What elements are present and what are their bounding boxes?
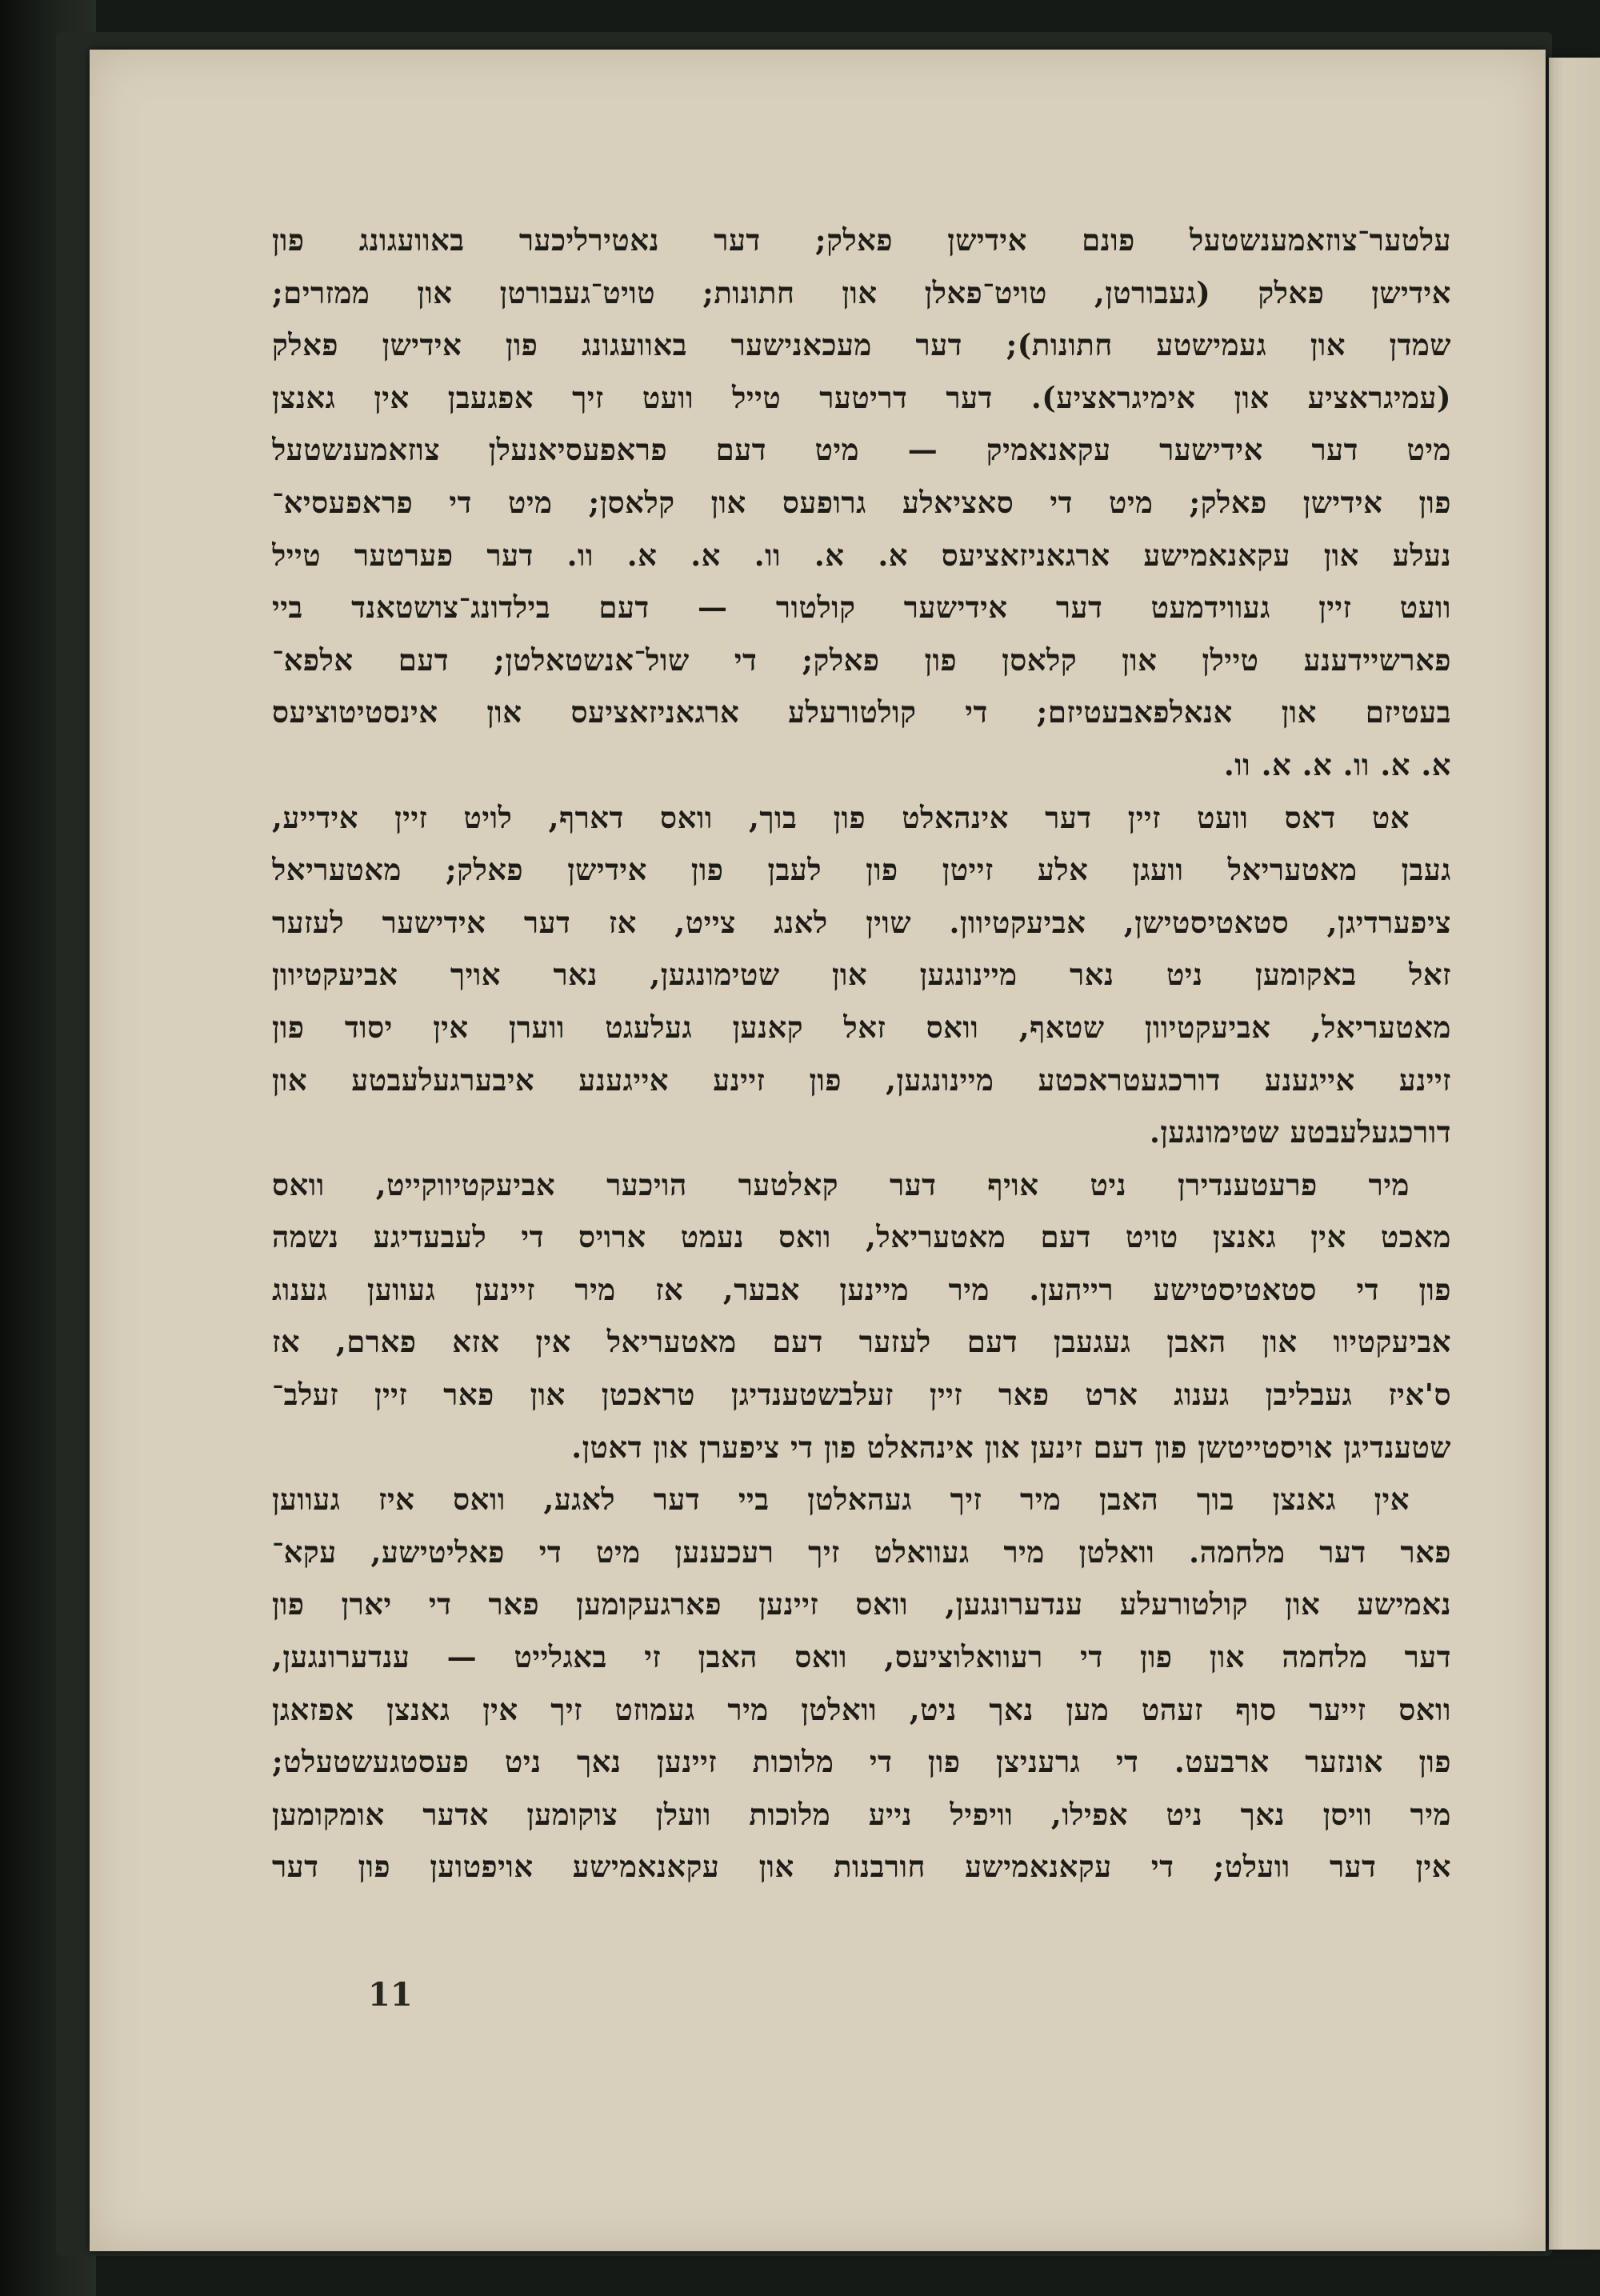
text-line: זאל באקומען ניט נאר מיינונגען און שטימונגען, נאר אויך אביעקטיוון — [272, 957, 1451, 993]
text-line: מיט דער אידישער עקאנאמיק — מיט דעם פראפעסיאנעלן צוזאמענשטעל — [272, 432, 1451, 468]
text-line: עלטער־צוזאמענשטעל פונם אידישן פאלק; דער נאטירליכער באוועגונג פון — [272, 222, 1451, 258]
text-line: פון אונזער ארבעט. די גרעניצן פון די מלוכות זיינען נאך ניט פעסטגעשטעלט; — [272, 1744, 1451, 1780]
text-line: ציפערדיגן, סטאטיסטישן, אביעקטיוון. שוין לאנג צייט, אז דער אידישער לעזער — [272, 904, 1451, 940]
text-line: פאר דער מלחמה. וואלטן מיר געוואלט זיך רעכענען מיט די פאליטישע, עקא־ — [272, 1534, 1451, 1570]
text-line: מיר וויסן נאך ניט אפילו, וויפיל נייע מלוכות וועלן צוקומען אדער אומקומען — [272, 1796, 1451, 1832]
text-line: א. א. וו. א. א. וו. — [1223, 746, 1451, 782]
text-line: נעלע און עקאנאמישע ארגאניזאציעס א. א. וו. א. א. וו. דער פערטער טייל — [272, 537, 1451, 573]
text-line: אידישן פאלק (געבורטן, טויט־פאלן און חתונות; טויט־געבורטן און ממזרים; — [272, 274, 1451, 310]
page-body-text — [272, 214, 1451, 1934]
text-line: אין דער וועלט; די עקאנאמישע חורבנות און עקאנאמישע אויפטוען פון דער — [272, 1849, 1451, 1885]
text-line: בעטיזם און אנאלפאבעטיזם; די קולטורעלע ארגאניזאציעס און אינסטיטוציעס — [272, 694, 1451, 730]
text-line: פון אידישן פאלק; מיט די סאציאלע גרופעס און קלאסן; מיט די פראפעסיא־ — [272, 484, 1451, 520]
text-line: וואס זייער סוף זעהט מען נאך ניט, וואלטן מיר געמוזט זיך אין גאנצן אפזאגן — [272, 1691, 1451, 1727]
text-line: געבן מאטעריאל וועגן אלע זייטן פון לעבן פון אידישן פאלק; מאטעריאל — [272, 852, 1451, 888]
text-line: שטענדיגן אויסטייטשן פון דעם זינען און אינהאלט פון די ציפערן און דאטן. — [571, 1429, 1451, 1465]
text-line: פארשיידענע טיילן און קלאסן פון פאלק; די שול־אנשטאלטן; דעם אלפא־ — [272, 642, 1451, 678]
text-line: (עמיגראציע און אימיגראציע). דער דריטער טייל וועט זיך אפגעבן אין גאנצן — [272, 379, 1451, 415]
text-line: זיינע אייגענע דורכגעטראכטע מיינונגען, פון זיינע אייגענע איבערגעלעבטע און — [272, 1062, 1451, 1098]
text-line: אביעקטיוו און האבן געגעבן דעם לעזער דעם מאטעריאל אין אזא פארם, אז — [272, 1324, 1451, 1360]
text-line: אין גאנצן בוך האבן מיר זיך געהאלטן ביי דער לאגע, וואס איז געווען — [272, 1482, 1410, 1518]
text-line: מיר פרעטענדירן ניט אויף דער קאלטער הויכער אביעקטיווקייט, וואס — [272, 1166, 1410, 1202]
text-line: שמדן און געמישטע חתונות); דער מעכאנישער באוועגונג פון אידישן פאלק — [272, 327, 1451, 363]
text-line: דער מלחמה און פון די רעוואלוציעס, וואס האבן זי באגלייט — ענדערונגען, — [272, 1639, 1451, 1675]
text-line: דורכגעלעבטע שטימונגען. — [1149, 1114, 1451, 1150]
text-line: וועט זיין געווידמעט דער אידישער קולטור — דעם בילדונג־צושטאנד ביי — [272, 590, 1451, 626]
facing-page-edge — [1549, 58, 1600, 2250]
text-line: פון די סטאטיסטישע רייהען. מיר מיינען אבער, אז מיר זיינען געווען גענוג — [272, 1271, 1451, 1307]
text-line: מאכט אין גאנצן טויט דעם מאטעריאל, וואס נעמט ארויס די לעבעדיגע נשמה — [272, 1219, 1451, 1255]
text-line: נאמישע און קולטורעלע ענדערונגען, וואס זיינען פארגעקומען פאר די יארן פון — [272, 1586, 1451, 1622]
text-line: אט דאס וועט זיין דער אינהאלט פון בוך, וואס דארף, לויט זיין אידייע, — [272, 799, 1410, 835]
text-line: מאטעריאל, אביעקטיוון שטאף, וואס זאל קאנען געלעגט ווערן אין יסוד פון — [272, 1009, 1451, 1045]
page-number: 11 — [368, 1976, 413, 2014]
text-line: ס'איז געבליבן גענוג ארט פאר זיין זעלבשטענדיגן טראכטן און פאר זיין זעלב־ — [272, 1377, 1451, 1413]
